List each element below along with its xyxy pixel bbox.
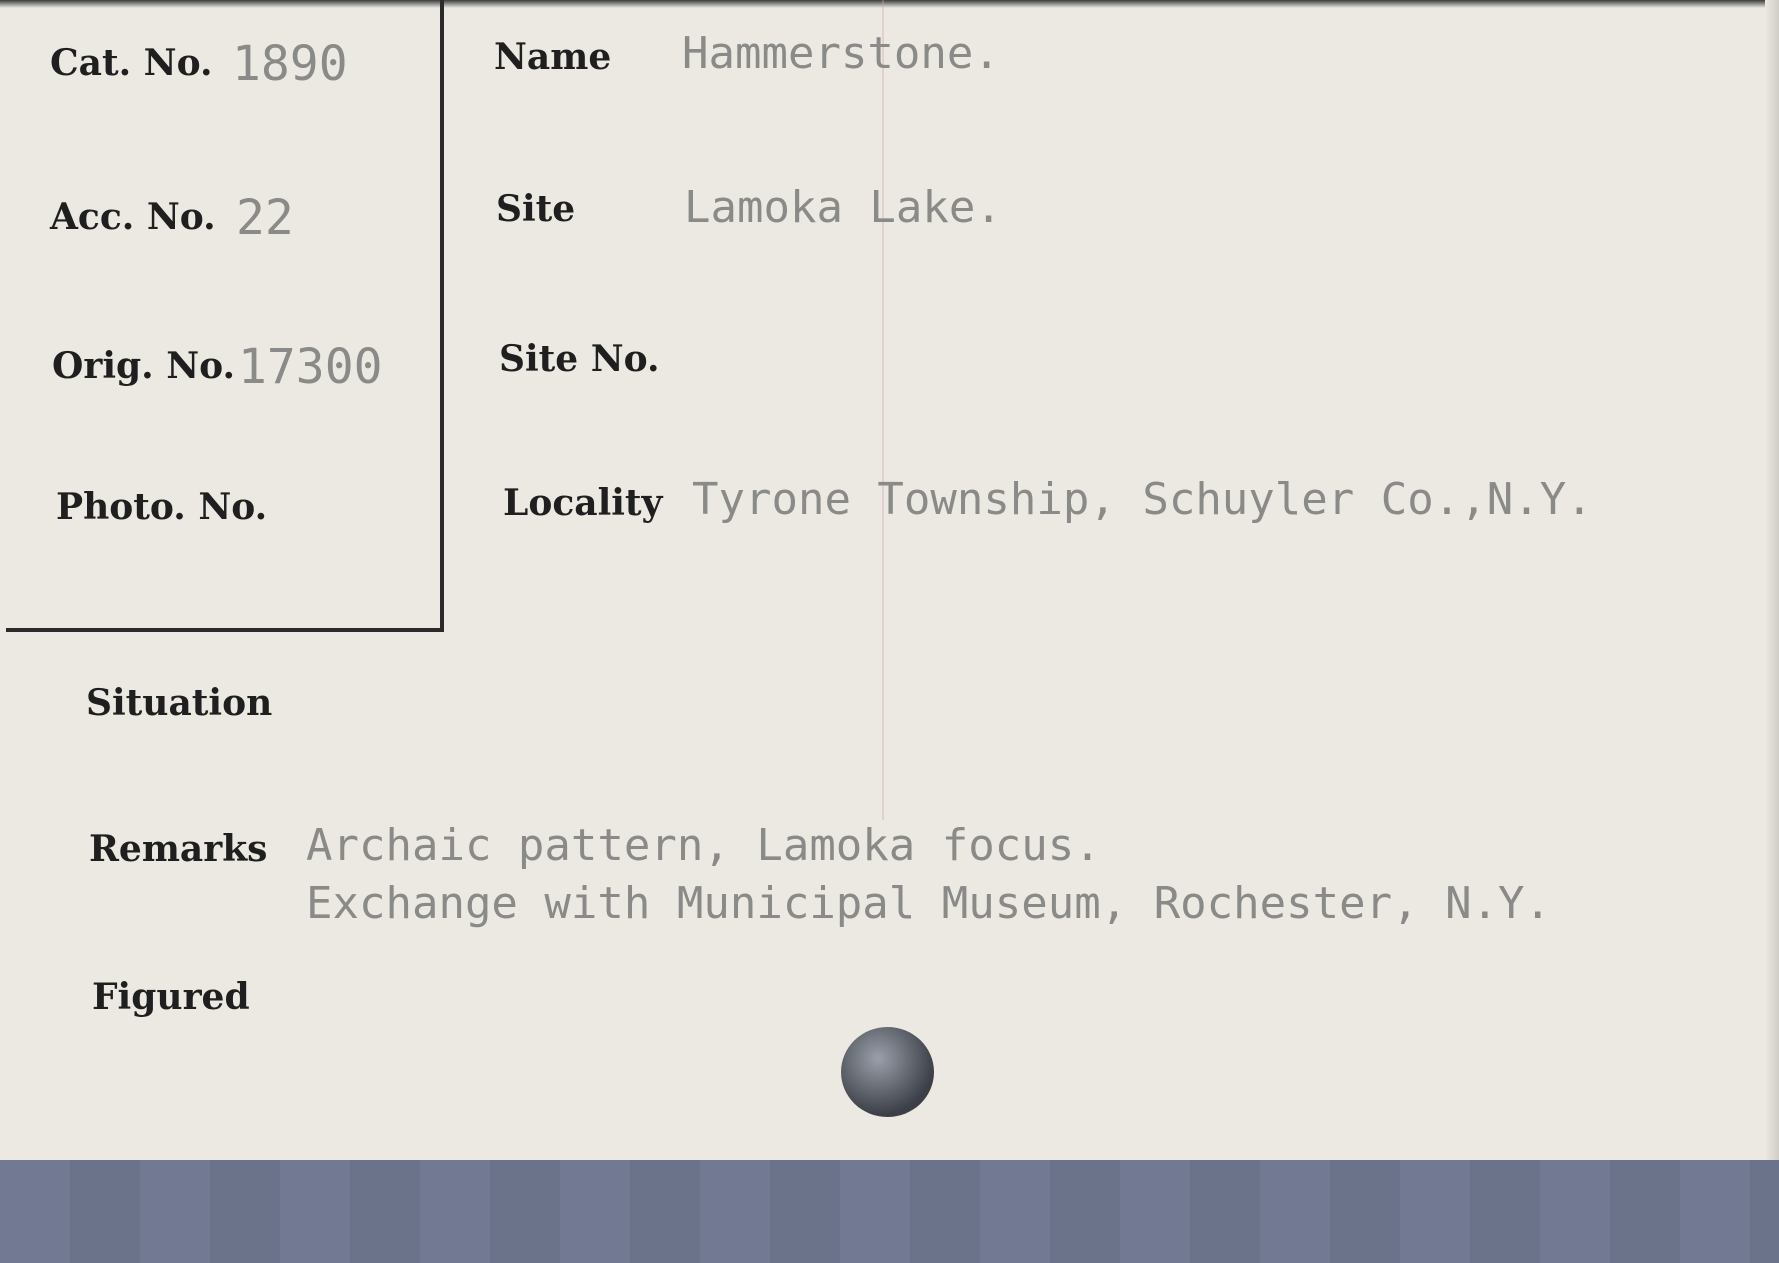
site-no-label: Site No. [499, 338, 660, 380]
acc-no-value: 22 [236, 190, 294, 246]
id-box-bottom-border [6, 628, 444, 632]
orig-no-label: Orig. No. [52, 345, 236, 387]
name-label: Name [494, 36, 612, 78]
punch-hole [841, 1027, 934, 1117]
orig-no-value: 17300 [238, 339, 383, 395]
remarks-line-1: Archaic pattern, Lamoka focus. [306, 820, 1101, 871]
figured-label: Figured [92, 976, 250, 1018]
locality-label: Locality [503, 482, 663, 524]
name-value: Hammerstone. [682, 28, 1000, 79]
cat-no-label: Cat. No. [50, 42, 213, 84]
site-label: Site [496, 188, 576, 230]
cat-no-value: 1890 [232, 36, 348, 92]
scan-backdrop-band [0, 1160, 1779, 1263]
card-center-rule [882, 0, 884, 820]
site-value: Lamoka Lake. [684, 182, 1002, 233]
acc-no-label: Acc. No. [50, 196, 216, 238]
photo-no-label: Photo. No. [56, 486, 268, 528]
remarks-line-2: Exchange with Municipal Museum, Rochester, N.Y. [306, 878, 1552, 929]
situation-label: Situation [86, 682, 273, 724]
card-right-shadow [1765, 0, 1779, 1160]
locality-value: Tyrone Township, Schuyler Co.,N.Y. [692, 474, 1593, 525]
card-top-shadow [0, 0, 1779, 8]
id-box-right-border [440, 0, 444, 632]
remarks-label: Remarks [89, 828, 268, 870]
